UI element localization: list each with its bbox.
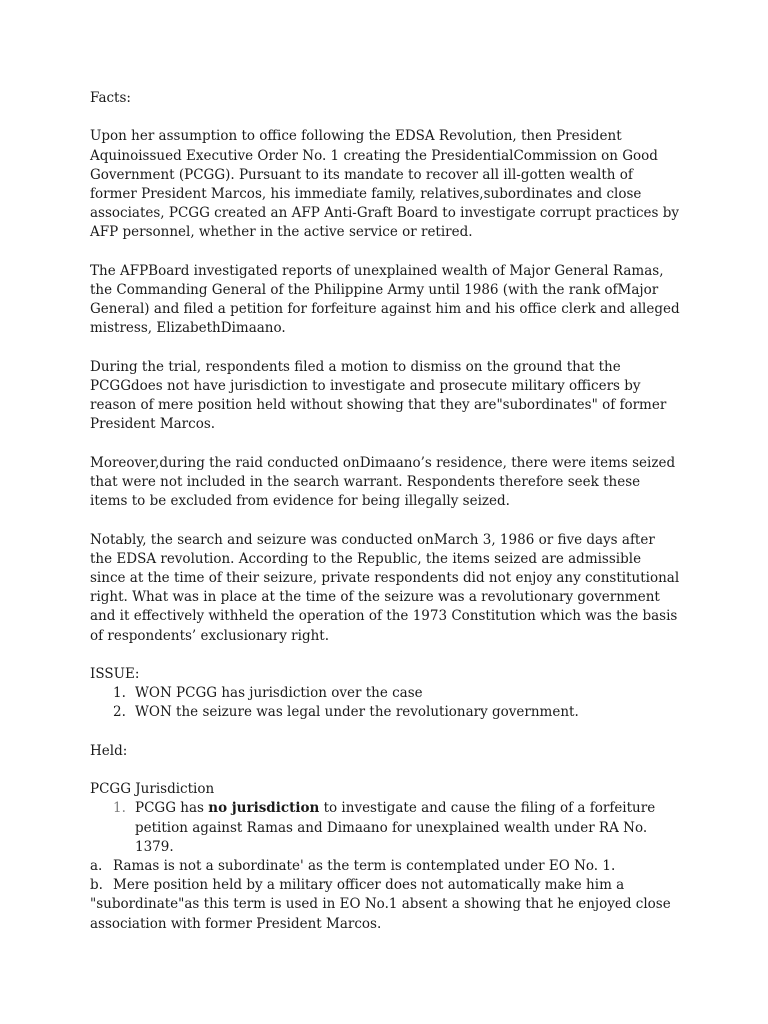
list-number: 2. <box>113 704 126 721</box>
spacer <box>90 108 680 127</box>
held-heading: Held: <box>90 742 128 759</box>
list-item-text: WON PCGG has jurisdiction over the case <box>135 685 423 702</box>
sub-text: Mere position held by a military officer does not automatically make him a "subordinate"as this term is used in EO No.1 absent a showing that he enjoyed close association with former President Marcos. <box>90 877 671 932</box>
spacer <box>90 646 680 665</box>
list-number: 1. <box>113 800 126 817</box>
held-list <box>90 799 680 857</box>
held-item-line-2: petition against Ramas and Dimaano for unexplained wealth under RA No. 1379. <box>135 819 648 855</box>
spacer <box>90 243 680 262</box>
facts-paragraph-2: The AFPBoard investigated reports of unexplained wealth of Major General Ramas, the Commanding General of the Philippine Army until 1986 (with the rank ofMajor General) and filed a petition for forfeiture against him and his office clerk and alleged mistress, ElizabethDimaano. <box>90 262 680 337</box>
list-item <box>90 684 680 703</box>
issue-heading: ISSUE: <box>90 666 140 682</box>
list-item-text: WON the seizure was legal under the revolutionary government. <box>135 704 579 721</box>
document-page <box>90 89 680 934</box>
facts-paragraph-3: During the trial, respondents filed a motion to dismiss on the ground that the PCGGdoes not have jurisdiction to investigate and prosecute military officers by reason of mere position held without showing that they are"subordinates" of former President Marcos. <box>90 358 667 433</box>
spacer <box>90 511 680 530</box>
held-sub-b <box>90 876 680 934</box>
held-item-bold: no jurisdiction <box>208 800 320 817</box>
spacer <box>90 723 680 742</box>
facts-paragraph-5: Notably, the search and seizure was conducted onMarch 3, 1986 or five days after the EDSA revolution. According to the Republic, the items seized are admissible since at the time of their seizure, private respondents did not enjoy any constitutional right. What was in place at the time of the seizure was a revolutionary government and it effectively withheld the operation of the 1973 Constitution which was the basis of respondents’ exclusionary right. <box>90 531 680 644</box>
facts-heading: Facts: <box>90 90 131 106</box>
held-item-line-1 <box>135 799 680 818</box>
sub-label: b. <box>90 877 103 894</box>
sub-text: Ramas is not a subordinate' as the term is contemplated under EO No. 1. <box>113 858 616 874</box>
spacer <box>90 339 680 358</box>
list-item <box>90 799 680 857</box>
held-sub-a <box>90 857 680 876</box>
list-item <box>90 703 680 722</box>
list-number: 1. <box>113 685 126 702</box>
spacer <box>90 435 680 454</box>
held-subheading: PCGG Jurisdiction <box>90 781 215 798</box>
spacer <box>90 761 680 780</box>
facts-paragraph-1: Upon her assumption to office following the EDSA Revolution, then President Aquinoissued Executive Order No. 1 creating the PresidentialCommission on Good Government (PCGG). Pursuant to its mandate to recover all ill-gotten wealth of former President Marcos, his immediate family, relatives,subordinates and close associates, PCGG created an AFP Anti-Graft Board to investigate corrupt practices by AFP personnel, whether in the active service or retired. <box>90 128 679 241</box>
held-item-rest: to investigate and cause the filing of a forfeiture <box>319 800 656 817</box>
held-item-prefix: PCGG has <box>135 800 209 817</box>
issue-list <box>90 684 680 722</box>
sub-label: a. <box>90 858 103 874</box>
facts-paragraph-4: Moreover,during the raid conducted onDimaano’s residence, there were items seized that were not included in the search warrant. Respondents therefore seek these items to be excluded from evidence for being illegally seized. <box>90 454 676 510</box>
